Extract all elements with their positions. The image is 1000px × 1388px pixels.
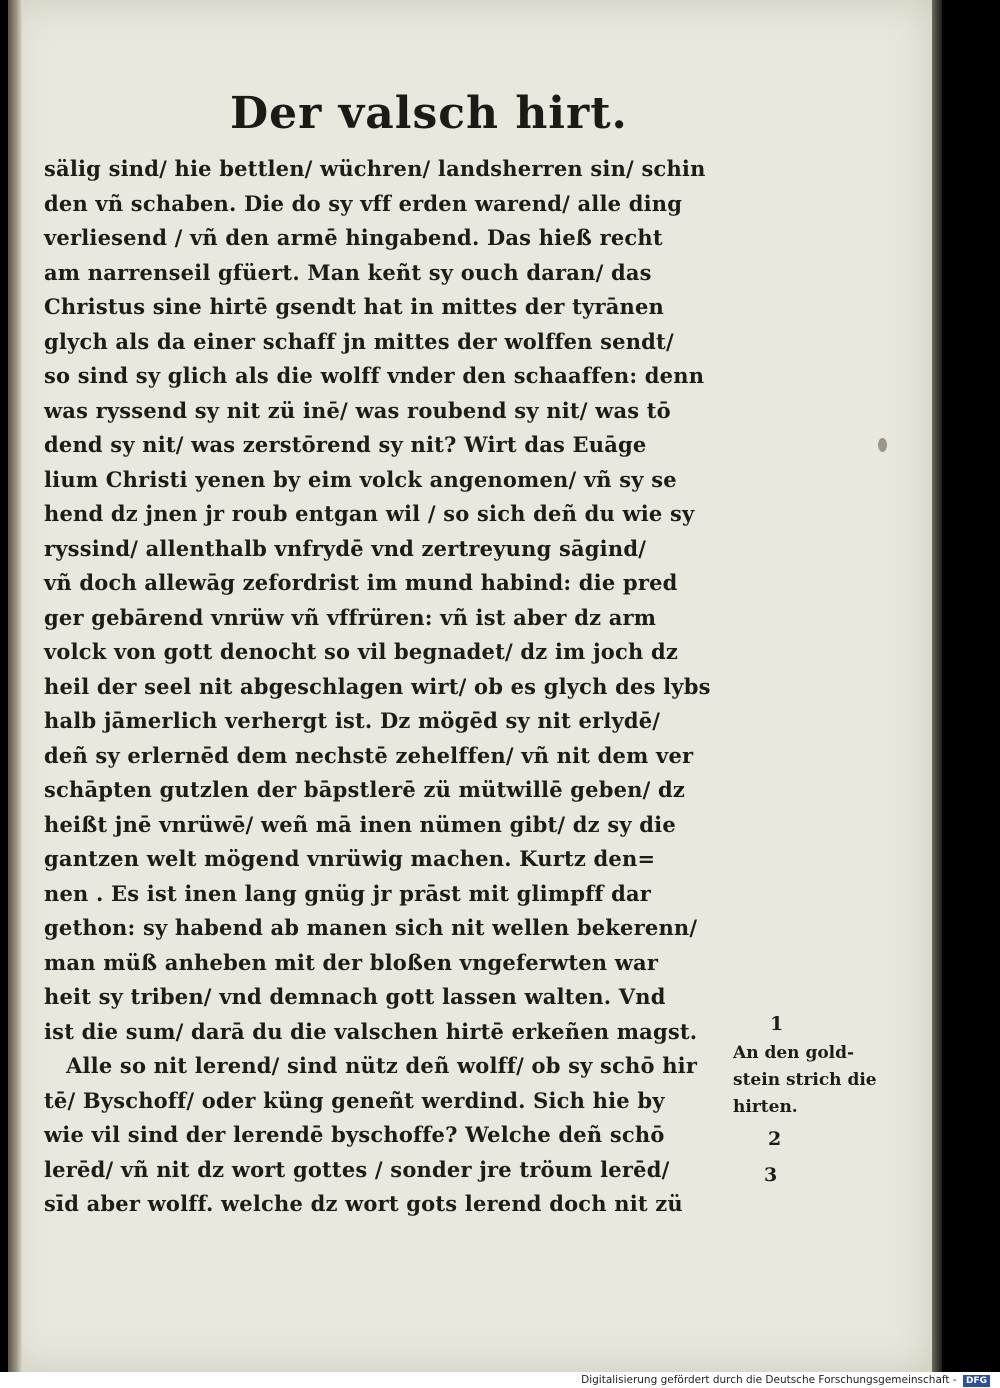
text-line: man müß anheben mit der bloßen vngeferwten war: [44, 949, 659, 975]
margin-marker-3: 3: [764, 1164, 778, 1186]
text-line: heit sy triben/ vnd demnach gott lassen walten. Vnd: [44, 984, 666, 1009]
text-line: gantzen welt mögend vnrüwig machen. Kurtz den=: [44, 846, 656, 871]
text-line: heißt jnē vnrüwē/ weñ mā inen nümen gibt/ dz sy die: [44, 811, 676, 837]
text-line: nen . Es ist inen lang gnüg jr prāst mit glimpff dar: [44, 880, 652, 906]
margin-note-line: stein strich die: [733, 1070, 877, 1090]
text-line: glych als da einer schaff jn mittes der wolffen sendt/: [44, 328, 674, 354]
book-spine-shadow: [8, 0, 22, 1372]
text-line: ger gebārend vnrüw vñ vffrüren: vñ ist aber dz arm: [44, 604, 657, 630]
text-line: lium Christi yenen by eim volck angenomen/ vñ sy se: [44, 466, 677, 492]
text-line: dend sy nit/ was zerstōrend sy nit? Wirt das Euāge: [44, 432, 647, 457]
page-edge-shadow: [932, 0, 942, 1372]
running-head: Der valsch hirt.: [230, 88, 628, 139]
text-line: verliesend / vñ den armē hingabend. Das hieß recht: [44, 225, 663, 250]
text-line: so sind sy glich als die wolff vnder den schaaffen: denn: [44, 363, 705, 388]
margin-marker-1: 1: [770, 1013, 784, 1035]
text-line: hend dz jnen jr roub entgan wil / so sich deñ du wie sy: [44, 501, 695, 526]
text-line: lerēd/ vñ nit dz wort gottes / sonder jre tröum lerēd/: [44, 1156, 670, 1182]
ink-spot: [878, 438, 887, 452]
text-line: heil der seel nit abgeschlagen wirt/ ob es glych des lybs: [44, 673, 711, 699]
text-line: vñ doch allewāg zefordrist im mund habind: die pred: [44, 570, 678, 595]
digitization-credit: [581, 1372, 990, 1388]
text-line: wie vil sind der lerendē byschoffe? Welche deñ schō: [44, 1122, 665, 1147]
dfg-logo: DFG: [963, 1375, 990, 1387]
text-line: sälig sind/ hie bettlen/ wüchren/ landsherren sin/ schin: [44, 156, 706, 181]
text-line: den vñ schaben. Die do sy vff erden warend/ alle ding: [44, 190, 683, 216]
margin-note-line: An den gold-: [733, 1043, 855, 1063]
scanned-page: [8, 0, 932, 1372]
text-line: schāpten gutzlen der bāpstlerē zü mütwillē geben/ dz: [44, 777, 686, 802]
text-line: Christus sine hirtē gsendt hat in mittes der tyrānen: [44, 294, 665, 319]
text-line: ryssind/ allenthalb vnfrydē vnd zertreyung sāgind/: [44, 535, 647, 561]
credit-text: Digitalisierung gefördert durch die Deutsche Forschungsgemeinschaft -: [581, 1374, 957, 1386]
text-line: sīd aber wolff. welche dz wort gots lerend doch nit zü: [44, 1191, 683, 1216]
text-line: deñ sy erlernēd dem nechstē zehelffen/ vñ nit dem ver: [44, 742, 694, 768]
margin-note-line: hirten.: [733, 1097, 798, 1117]
paragraph-start-line: Alle so nit lerend/ sind nütz deñ wolff/ ob sy schō hir: [66, 1053, 698, 1078]
margin-marker-2: 2: [768, 1128, 782, 1150]
text-line: halb jāmerlich verhergt ist. Dz mögēd sy nit erlydē/: [44, 708, 661, 733]
text-line: am narrenseil gfüert. Man keñt sy ouch daran/ das: [44, 259, 652, 285]
margin-note: [733, 1040, 883, 1121]
text-line: volck von gott denocht so vil begnadet/ dz im joch dz: [44, 639, 678, 664]
text-line: tē/ Byschoff/ oder küng geneñt werdind. Sich hie by: [44, 1087, 665, 1113]
text-line: ist die sum/ darā du die valschen hirtē erkeñen magst.: [44, 1018, 698, 1044]
text-line: was ryssend sy nit zü inē/ was roubend sy nit/ was tō: [44, 397, 671, 423]
text-line: gethon: sy habend ab manen sich nit wellen bekerenn/: [44, 915, 698, 940]
body-text: [44, 152, 734, 1222]
